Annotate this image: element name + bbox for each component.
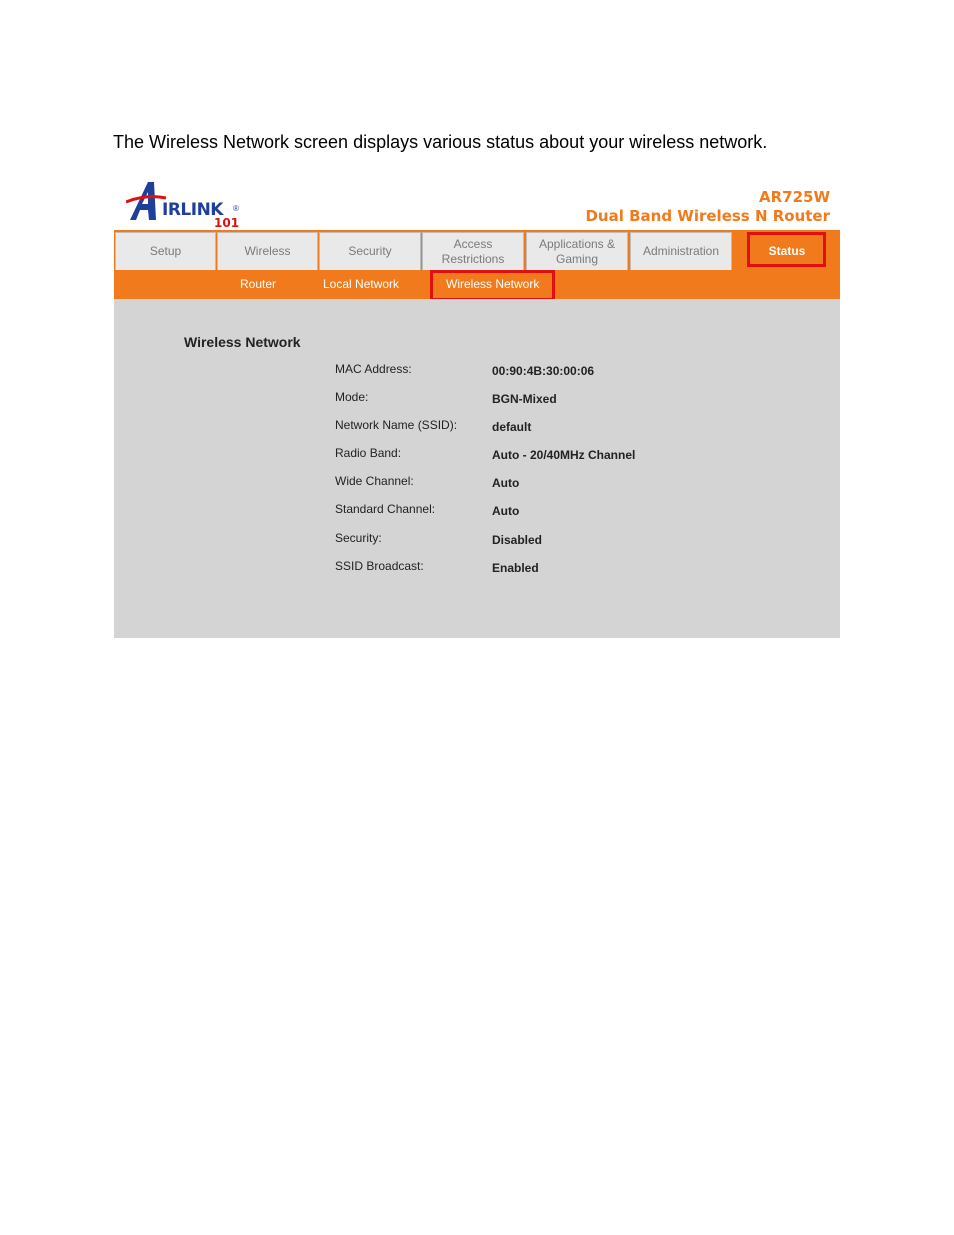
status-row-mode bbox=[114, 390, 840, 412]
status-row-ssid bbox=[114, 418, 840, 440]
row-value: Enabled bbox=[492, 561, 539, 575]
status-panel bbox=[114, 299, 840, 638]
row-value: Auto bbox=[492, 476, 520, 490]
logo-101: 101 bbox=[214, 216, 240, 230]
row-label: Wide Channel: bbox=[335, 474, 414, 488]
main-tabs bbox=[114, 230, 840, 270]
status-row-security bbox=[114, 531, 840, 553]
subnav-local-network[interactable]: Local Network bbox=[323, 277, 400, 291]
tab-setup[interactable]: Setup bbox=[115, 232, 216, 270]
registered-mark-icon: ® bbox=[233, 204, 239, 213]
row-label: Network Name (SSID): bbox=[335, 418, 458, 432]
status-row-ssid-broadcast bbox=[114, 559, 840, 581]
row-value: default bbox=[492, 420, 532, 434]
status-row-standard-channel bbox=[114, 502, 840, 524]
product-name: Dual Band Wireless N Router bbox=[585, 207, 830, 225]
tab-security[interactable]: Security bbox=[319, 232, 421, 270]
row-value: Disabled bbox=[492, 533, 543, 547]
tab-applications-gaming[interactable]: Applications & Gaming bbox=[526, 232, 628, 270]
subnav-router[interactable]: Router bbox=[240, 277, 277, 291]
row-value: Auto - 20/40MHz Channel bbox=[492, 448, 636, 462]
row-value: Auto bbox=[492, 504, 520, 518]
tab-status[interactable]: Status bbox=[734, 232, 840, 270]
row-label: Radio Band: bbox=[335, 446, 402, 460]
status-row-mac-address bbox=[114, 362, 840, 384]
intro-text: The Wireless Network screen displays various status about your wireless network. bbox=[113, 132, 768, 152]
subnav-wireless-network[interactable]: Wireless Network bbox=[446, 277, 540, 291]
row-label: MAC Address: bbox=[335, 362, 412, 376]
logo-wordmark: IRLINK bbox=[162, 200, 223, 220]
product-heading bbox=[585, 188, 830, 226]
row-label: Mode: bbox=[335, 390, 369, 404]
section-title: Wireless Network bbox=[184, 334, 301, 350]
model-number: AR725W bbox=[758, 188, 830, 206]
row-label: Security: bbox=[335, 531, 382, 545]
tab-wireless[interactable]: Wireless bbox=[217, 232, 318, 270]
row-label: SSID Broadcast: bbox=[335, 559, 424, 573]
tab-administration[interactable]: Administration bbox=[630, 232, 732, 270]
row-value: 00:90:4B:30:00:06 bbox=[492, 364, 595, 378]
sub-navigation bbox=[114, 270, 840, 299]
router-ui-screenshot bbox=[114, 176, 840, 638]
status-row-wide-channel bbox=[114, 474, 840, 496]
row-label: Standard Channel: bbox=[335, 502, 436, 516]
row-value: BGN-Mixed bbox=[492, 392, 557, 406]
tab-access-restrictions[interactable]: Access Restrictions bbox=[422, 232, 524, 270]
airlink-logo bbox=[126, 180, 240, 232]
status-row-radio-band bbox=[114, 446, 840, 468]
